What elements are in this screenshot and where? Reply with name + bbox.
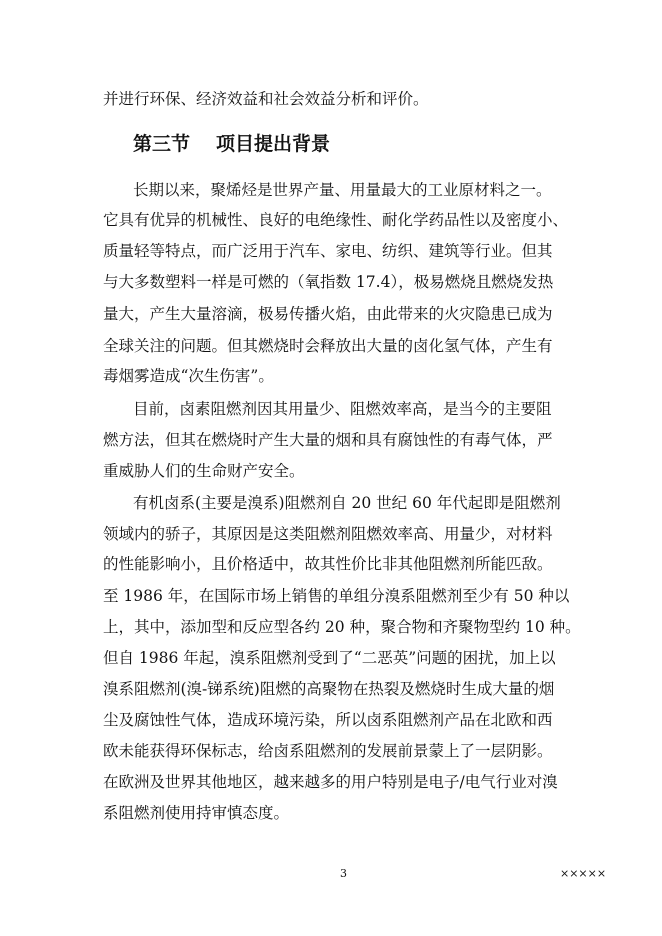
section-heading <box>133 131 330 157</box>
text-line: 欧未能获得环保标志，给卤系阻燃剂的发展前景蒙上了一层阴影。 <box>103 742 553 760</box>
text-line: 上，其中，添加型和反应型各约 20 种，聚合物和齐聚物型约 10 种。 <box>103 618 581 636</box>
text-line: 至 1986 年，在国际市场上销售的单组分溴系阻燃剂至少有 50 种以 <box>103 587 570 605</box>
footer-mark: ××××× <box>560 867 607 880</box>
text-line: 领域内的骄子，其原因是这类阻燃剂阻燃效率高、用量少，对材料 <box>103 525 553 543</box>
text-line: 并进行环保、经济效益和社会效益分析和评价。 <box>103 90 429 108</box>
text-line: 毒烟雾造成“次生伤害”。 <box>103 367 274 385</box>
text-line: 重威胁人们的生命财产安全。 <box>103 462 305 480</box>
text-line: 它具有优异的机械性、良好的电绝缘性、耐化学药品性以及密度小、 <box>103 211 569 229</box>
text-line: 长期以来，聚烯烃是世界产量、用量最大的工业原材料之一。 <box>133 181 552 199</box>
page-number: 3 <box>340 867 347 880</box>
text-line: 尘及腐蚀性气体，造成环境污染，所以卤系阻燃剂产品在北欧和西 <box>103 711 553 729</box>
text-line: 但自 1986 年起，溴系阻燃剂受到了“二恶英”问题的困扰，加上以 <box>103 649 556 667</box>
section-title: 项目提出背景 <box>216 133 331 155</box>
text-line: 在欧洲及世界其他地区，越来越多的用户特别是电子/电气行业对溴 <box>103 773 558 791</box>
text-line: 质量轻等特点，而广泛用于汽车、家电、纺织、建筑等行业。但其 <box>103 242 553 260</box>
text-line: 全球关注的问题。但其燃烧时会释放出大量的卤化氢气体，产生有 <box>103 337 553 355</box>
text-line: 目前，卤素阻燃剂因其用量少、阻燃效率高，是当今的主要阻 <box>133 400 552 418</box>
text-line: 的性能影响小，且价格适中，故其性价比非其他阻燃剂所能匹敌。 <box>103 555 553 573</box>
section-number: 第三节 <box>133 133 191 155</box>
text-line: 燃方法，但其在燃烧时产生大量的烟和具有腐蚀性的有毒气体，严 <box>103 431 553 449</box>
text-line: 量大，产生大量溶滴，极易传播火焰，由此带来的火灾隐患已成为 <box>103 305 553 323</box>
text-line: 有机卤系(主要是溴系)阻燃剂自 20 世纪 60 年代起即是阻燃剂 <box>133 494 561 512</box>
text-line: 系阻燃剂使用持审慎态度。 <box>103 804 290 822</box>
text-line: 溴系阻燃剂(溴-锑系统)阻燃的高聚物在热裂及燃烧时生成大量的烟 <box>103 680 555 698</box>
text-line: 与大多数塑料一样是可燃的（氧指数 17.4），极易燃烧且燃烧发热 <box>103 273 554 291</box>
